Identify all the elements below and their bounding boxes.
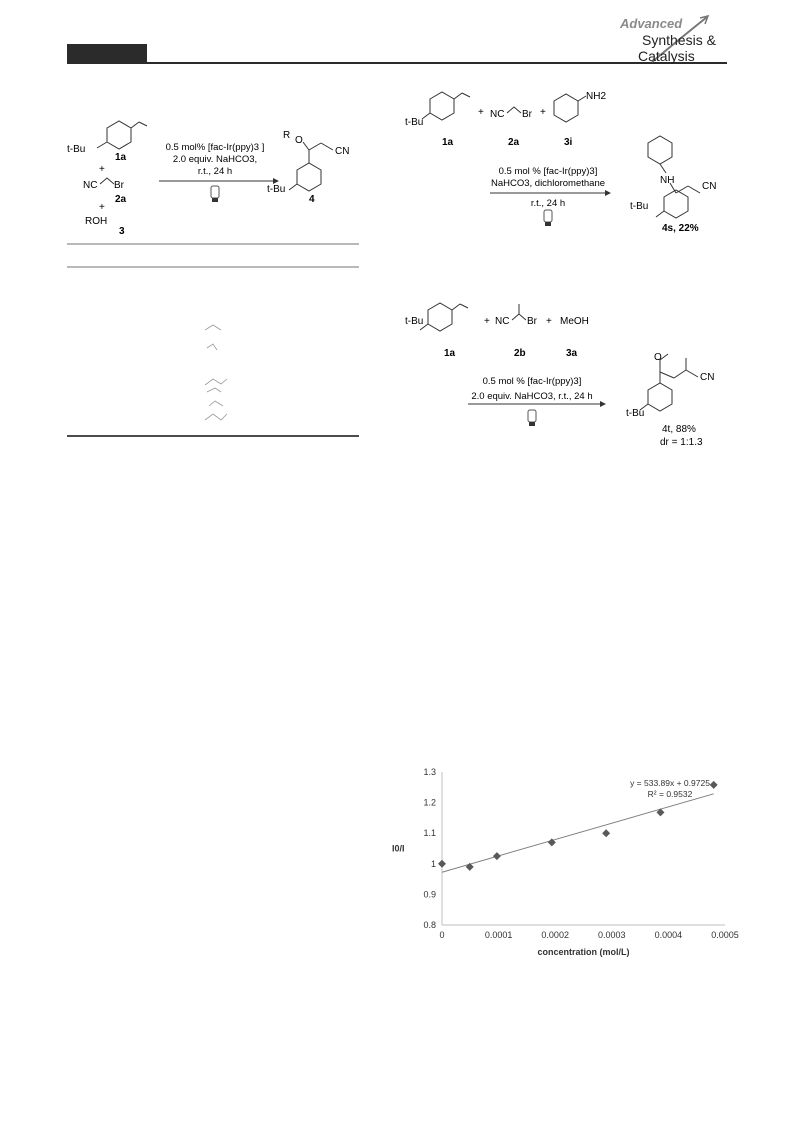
x-tick-label: 0.0005 [711, 930, 739, 940]
label-1a: 1a [115, 152, 127, 163]
data-point [602, 829, 610, 837]
x-tick-label: 0.0001 [484, 930, 513, 940]
stern-volmer-chart [380, 760, 740, 985]
label-o: O [295, 135, 303, 146]
x-tick-label: 0.0002 [541, 930, 569, 940]
x-tick-label: 0.0004 [654, 930, 683, 940]
label-plus-2: + [99, 202, 105, 213]
label-4: 4 [309, 194, 315, 205]
product-4t-structure [640, 354, 698, 411]
reaction-scheme-aniline [400, 85, 740, 250]
label-cn: CN [702, 181, 717, 192]
y-tick-label: 1.1 [423, 828, 436, 839]
label-roh: ROH [85, 216, 108, 227]
trendline [442, 794, 714, 872]
x-tick-label: 0 [439, 930, 445, 940]
lightbulb-icon [544, 210, 552, 226]
label-tbu: t-Bu [405, 316, 424, 327]
y-tick-label: 1.2 [423, 797, 436, 808]
logo-advanced: Advanced [620, 16, 683, 31]
data-point [466, 863, 474, 871]
bromopropionitrile-bond [512, 314, 526, 320]
logo-catalysis: Catalysis [638, 48, 695, 64]
y-tick-label: 1.3 [423, 767, 436, 777]
label-cn: CN [700, 372, 715, 383]
logo-synthesis: Synthesis & [642, 32, 716, 48]
label-nc: NC [83, 180, 98, 191]
label-r: R [283, 130, 291, 141]
label-meoh: MeOH [560, 316, 589, 327]
label-plus-2: + [546, 316, 552, 327]
label-plus-2: + [540, 107, 546, 118]
label-1a: 1a [444, 348, 456, 359]
label-br: Br [114, 180, 124, 191]
lightbulb-icon [528, 410, 536, 426]
condition-base: 2.0 equiv. NaHCO3, r.t., 24 h [471, 391, 593, 402]
journal-header-bar [67, 44, 147, 62]
label-3a: 3a [566, 348, 578, 359]
styrene-structure [97, 121, 147, 149]
label-3: 3 [119, 226, 125, 237]
bromoacetonitrile-bond [507, 107, 521, 113]
lightbulb-icon [211, 186, 219, 202]
r-group-fragments [205, 325, 227, 420]
bromoacetonitrile-bond [100, 178, 114, 184]
condition-base: 2.0 equiv. NaHCO3, [172, 154, 258, 165]
x-axis-label: concentration (mol/L) [537, 947, 630, 957]
condition-catalyst: 0.5 mol % [fac-Ir(ppy)3] [482, 376, 582, 387]
product-4s-yield: 4s, 22% [662, 223, 699, 234]
reaction-scheme-bromopropionitrile [400, 300, 740, 465]
label-nc: NC [490, 109, 505, 120]
label-product-tbu: t-Bu [267, 184, 286, 195]
data-point [710, 781, 718, 789]
label-tbu: t-Bu [67, 144, 86, 155]
label-product-tbu: t-Bu [626, 408, 645, 419]
label-product-tbu: t-Bu [630, 201, 649, 212]
condition-catalyst: 0.5 mol % [fac-Ir(ppy)3] [498, 166, 598, 177]
label-plus-1: + [478, 107, 484, 118]
y-tick-label: 0.9 [423, 889, 436, 900]
x-tick-label: 0.0003 [598, 930, 626, 940]
label-tbu: t-Bu [405, 117, 424, 128]
label-1a: 1a [442, 137, 454, 148]
condition-time: r.t., 24 h [530, 198, 566, 209]
y-tick-label: 1 [430, 858, 436, 869]
label-o: O [654, 352, 662, 363]
label-cn: CN [335, 146, 350, 157]
arrowhead-icon [600, 401, 606, 407]
product-4-structure [289, 142, 333, 191]
label-plus-1: + [99, 164, 105, 175]
condition-time: r.t., 24 h [197, 166, 233, 177]
styrene-structure [422, 92, 470, 120]
product-4t-dr: dr = 1:1.3 [660, 437, 703, 448]
condition-solvent: NaHCO3, dichloromethane [490, 178, 606, 189]
label-nh2: NH2 [586, 91, 607, 102]
arrowhead-icon [605, 190, 611, 196]
y-axis-label: I0/I [392, 843, 405, 854]
y-tick-label: 0.8 [423, 920, 436, 930]
reaction-scheme-general [67, 110, 362, 440]
label-2a: 2a [508, 137, 520, 148]
r-squared-label: R² = 0.9532 [647, 789, 693, 799]
journal-logo [612, 12, 762, 64]
label-2b: 2b [514, 348, 526, 359]
styrene-structure [420, 303, 468, 331]
product-4t-yield: 4t, 88% [662, 424, 696, 435]
data-point [493, 852, 501, 860]
label-nh: NH [660, 175, 675, 186]
label-plus-1: + [484, 316, 490, 327]
label-nc: NC [495, 316, 510, 327]
aniline-structure [554, 94, 586, 122]
label-br: Br [522, 109, 532, 120]
condition-catalyst: 0.5 mol% [fac-Ir(ppy)3 ] [165, 142, 265, 153]
trendline-equation: y = 533.89x + 0.9725 [630, 778, 710, 788]
label-br: Br [527, 316, 537, 327]
label-2a: 2a [115, 194, 127, 205]
label-3i: 3i [564, 137, 573, 148]
data-point [438, 860, 446, 868]
